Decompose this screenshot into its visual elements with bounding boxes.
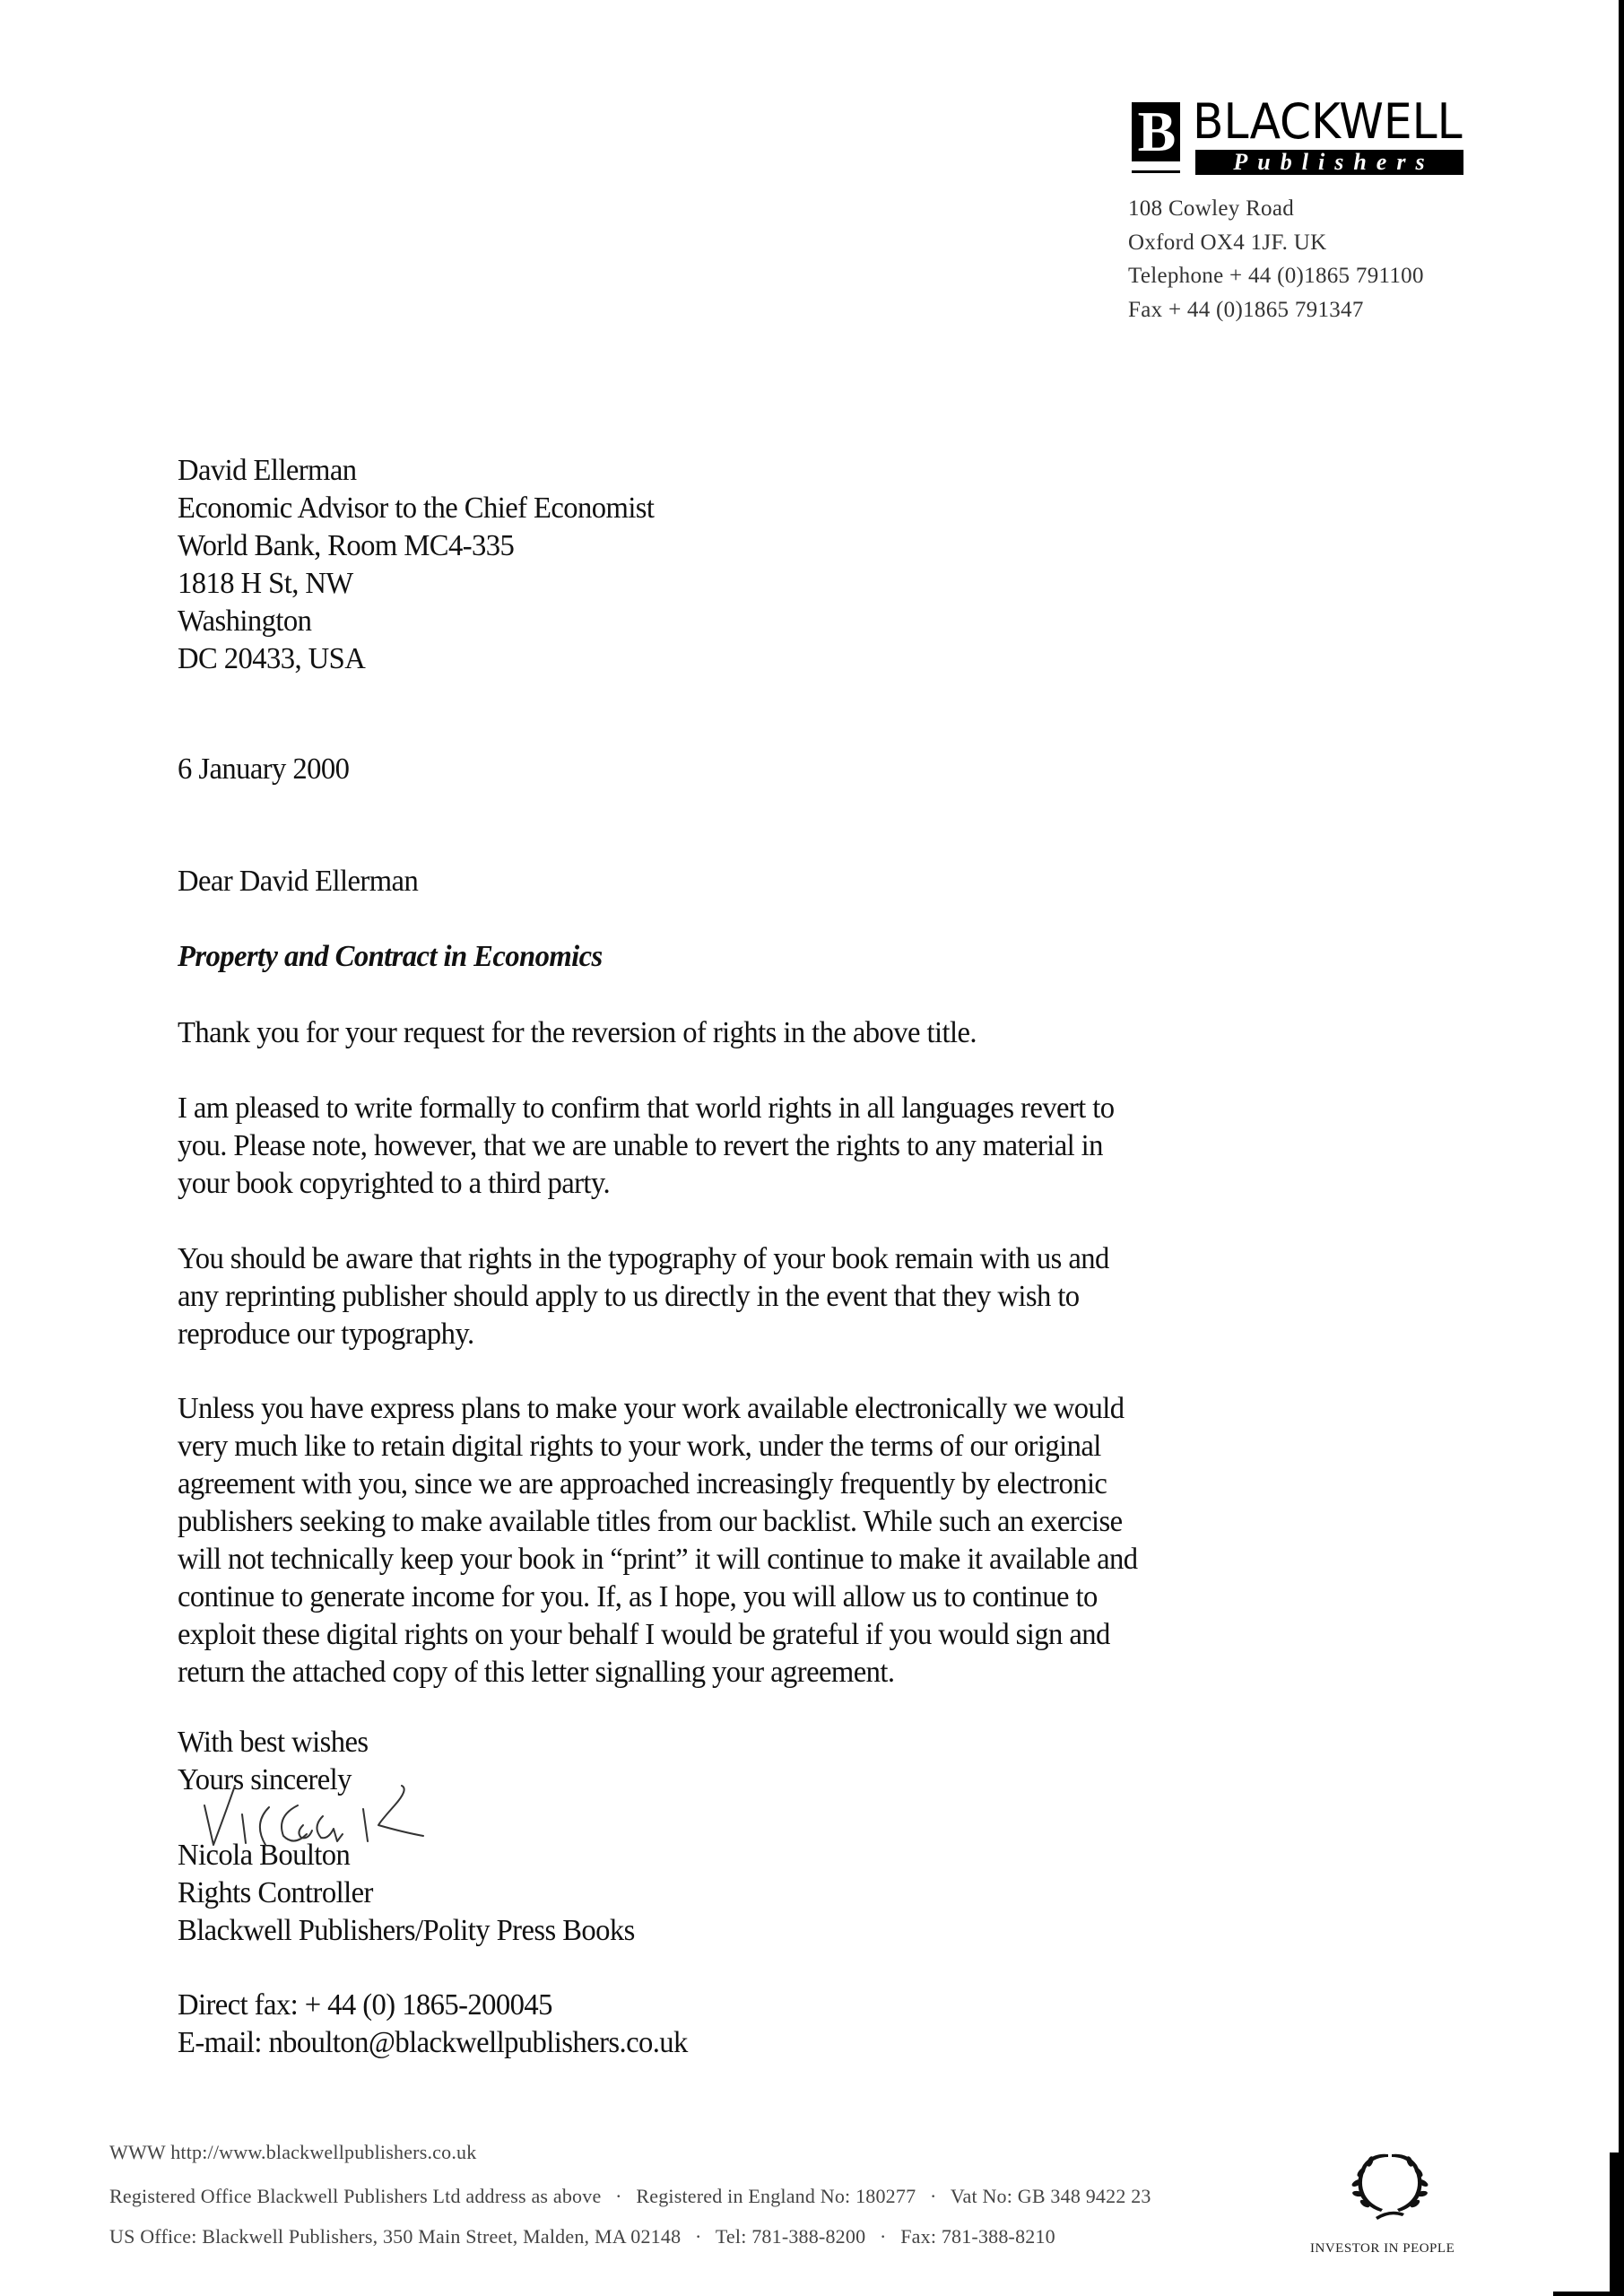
recipient-address — [178, 452, 1323, 678]
salutation: Dear David Ellerman — [178, 865, 419, 898]
scan-edge-right-lower — [1610, 2152, 1624, 2296]
letter-date: 6 January 2000 — [178, 752, 350, 786]
paragraph-line: very much like to retain digital rights to your work, under the terms of our original — [178, 1430, 1101, 1463]
footer-separator: · — [929, 2185, 937, 2207]
footer-us-office — [109, 2225, 1055, 2248]
paragraph-line: Thank you for your request for the reversion of rights in the above title. — [178, 1016, 977, 1049]
blackwell-logo-mark — [1132, 102, 1180, 161]
paragraph-line: Unless you have express plans to make your work available electronically we would — [178, 1392, 1125, 1425]
footer-registered-number: Registered in England No: 180277 — [636, 2185, 916, 2207]
letterhead-address-line: 108 Cowley Road — [1128, 196, 1295, 221]
footer-us-address: US Office: Blackwell Publishers, 350 Main Street, Malden, MA 02148 — [109, 2225, 682, 2248]
email-address[interactable]: E-mail: nboulton@blackwellpublishers.co.uk — [178, 2026, 688, 2059]
paragraph-line: your book copyrighted to a third party. — [178, 1167, 611, 1200]
brand-name: BLACKWELL — [1193, 93, 1463, 150]
body-paragraph-2 — [178, 1090, 1323, 1203]
paragraph-line: exploit these digital rights on your behalf I would be grateful if you would sign and — [178, 1618, 1110, 1651]
letter-date-block — [178, 751, 1323, 788]
paragraph-line: You should be aware that rights in the typography of your book remain with us and — [178, 1242, 1109, 1275]
footer-registration — [109, 2185, 1151, 2208]
scan-edge-bottom — [1553, 2292, 1624, 2296]
contact-block — [178, 1987, 1323, 2062]
footer-separator: · — [694, 2225, 702, 2248]
handwritten-signature-icon — [188, 1780, 484, 1852]
paragraph-line: I am pleased to write formally to confirm that world rights in all languages revert to — [178, 1091, 1115, 1125]
direct-fax: Direct fax: + 44 (0) 1865-200045 — [178, 1988, 552, 2022]
paragraph-line: will not technically keep your book in “print” it will continue to make it available and — [178, 1543, 1138, 1576]
letterhead-fax: Fax + 44 (0)1865 791347 — [1128, 297, 1364, 322]
paragraph-line: reproduce our typography. — [178, 1318, 474, 1351]
footer-us-fax: Fax: 781-388-8210 — [900, 2225, 1055, 2248]
body-paragraph-4 — [178, 1390, 1323, 1692]
closing-wishes: With best wishes — [178, 1726, 369, 1759]
body-paragraph-1 — [178, 1014, 1323, 1052]
closing-sincerely: Yours sincerely — [178, 1763, 352, 1796]
footer-website[interactable]: WWW http://www.blackwellpublishers.co.uk — [109, 2141, 477, 2163]
logo-letter: B — [1137, 100, 1175, 163]
investor-in-people-label: INVESTOR IN PEOPLE — [1310, 2241, 1455, 2256]
paragraph-line: continue to generate income for you. If, as I hope, you will allow us to continue to — [178, 1580, 1098, 1613]
footer-vat-number: Vat No: GB 348 9422 23 — [950, 2185, 1151, 2207]
recipient-address-line: 1818 H St, NW — [178, 567, 353, 600]
paragraph-line: you. Please note, however, that we are unable to revert the rights to any material in — [178, 1129, 1103, 1162]
letterhead-telephone: Telephone + 44 (0)1865 791100 — [1128, 264, 1424, 288]
paragraph-line: agreement with you, since we are approached increasingly frequently by electronic — [178, 1467, 1107, 1500]
logo-underline — [1132, 170, 1180, 173]
recipient-address-line: DC 20433, USA — [178, 642, 366, 675]
letterhead-address-line: Oxford OX4 1JF. UK — [1128, 230, 1327, 255]
scan-edge-right — [1619, 0, 1624, 2296]
laurel-wreath-icon — [1345, 2145, 1435, 2226]
footer-us-tel: Tel: 781-388-8200 — [715, 2225, 866, 2248]
subject-block — [178, 938, 1323, 976]
brand-sub: Publishers — [1233, 149, 1435, 175]
paragraph-line: any reprinting publisher should apply to us directly in the event that they wish to — [178, 1280, 1080, 1313]
footer-separator: · — [879, 2225, 887, 2248]
signer-organization: Blackwell Publishers/Polity Press Books — [178, 1914, 635, 1947]
recipient-address-line: Washington — [178, 604, 312, 638]
signer-name: Nicola Boulton — [178, 1839, 351, 1872]
signer-title: Rights Controller — [178, 1876, 373, 1909]
salutation-block — [178, 863, 1323, 900]
recipient-title: Economic Advisor to the Chief Economist — [178, 491, 655, 525]
brand-sub-bar — [1195, 150, 1463, 175]
body-paragraph-3 — [178, 1240, 1323, 1353]
letterhead-address — [1128, 192, 1424, 326]
footer-separator: · — [615, 2185, 622, 2207]
footer-registered-office: Registered Office Blackwell Publishers Ltd address as above — [109, 2185, 602, 2207]
paragraph-line: publishers seeking to make available titles from our backlist. While such an exercise — [178, 1505, 1123, 1538]
recipient-name: David Ellerman — [178, 454, 357, 487]
paragraph-line: return the attached copy of this letter signalling your agreement. — [178, 1656, 895, 1689]
recipient-address-line: World Bank, Room MC4-335 — [178, 529, 515, 562]
subject-title: Property and Contract in Economics — [178, 940, 603, 973]
